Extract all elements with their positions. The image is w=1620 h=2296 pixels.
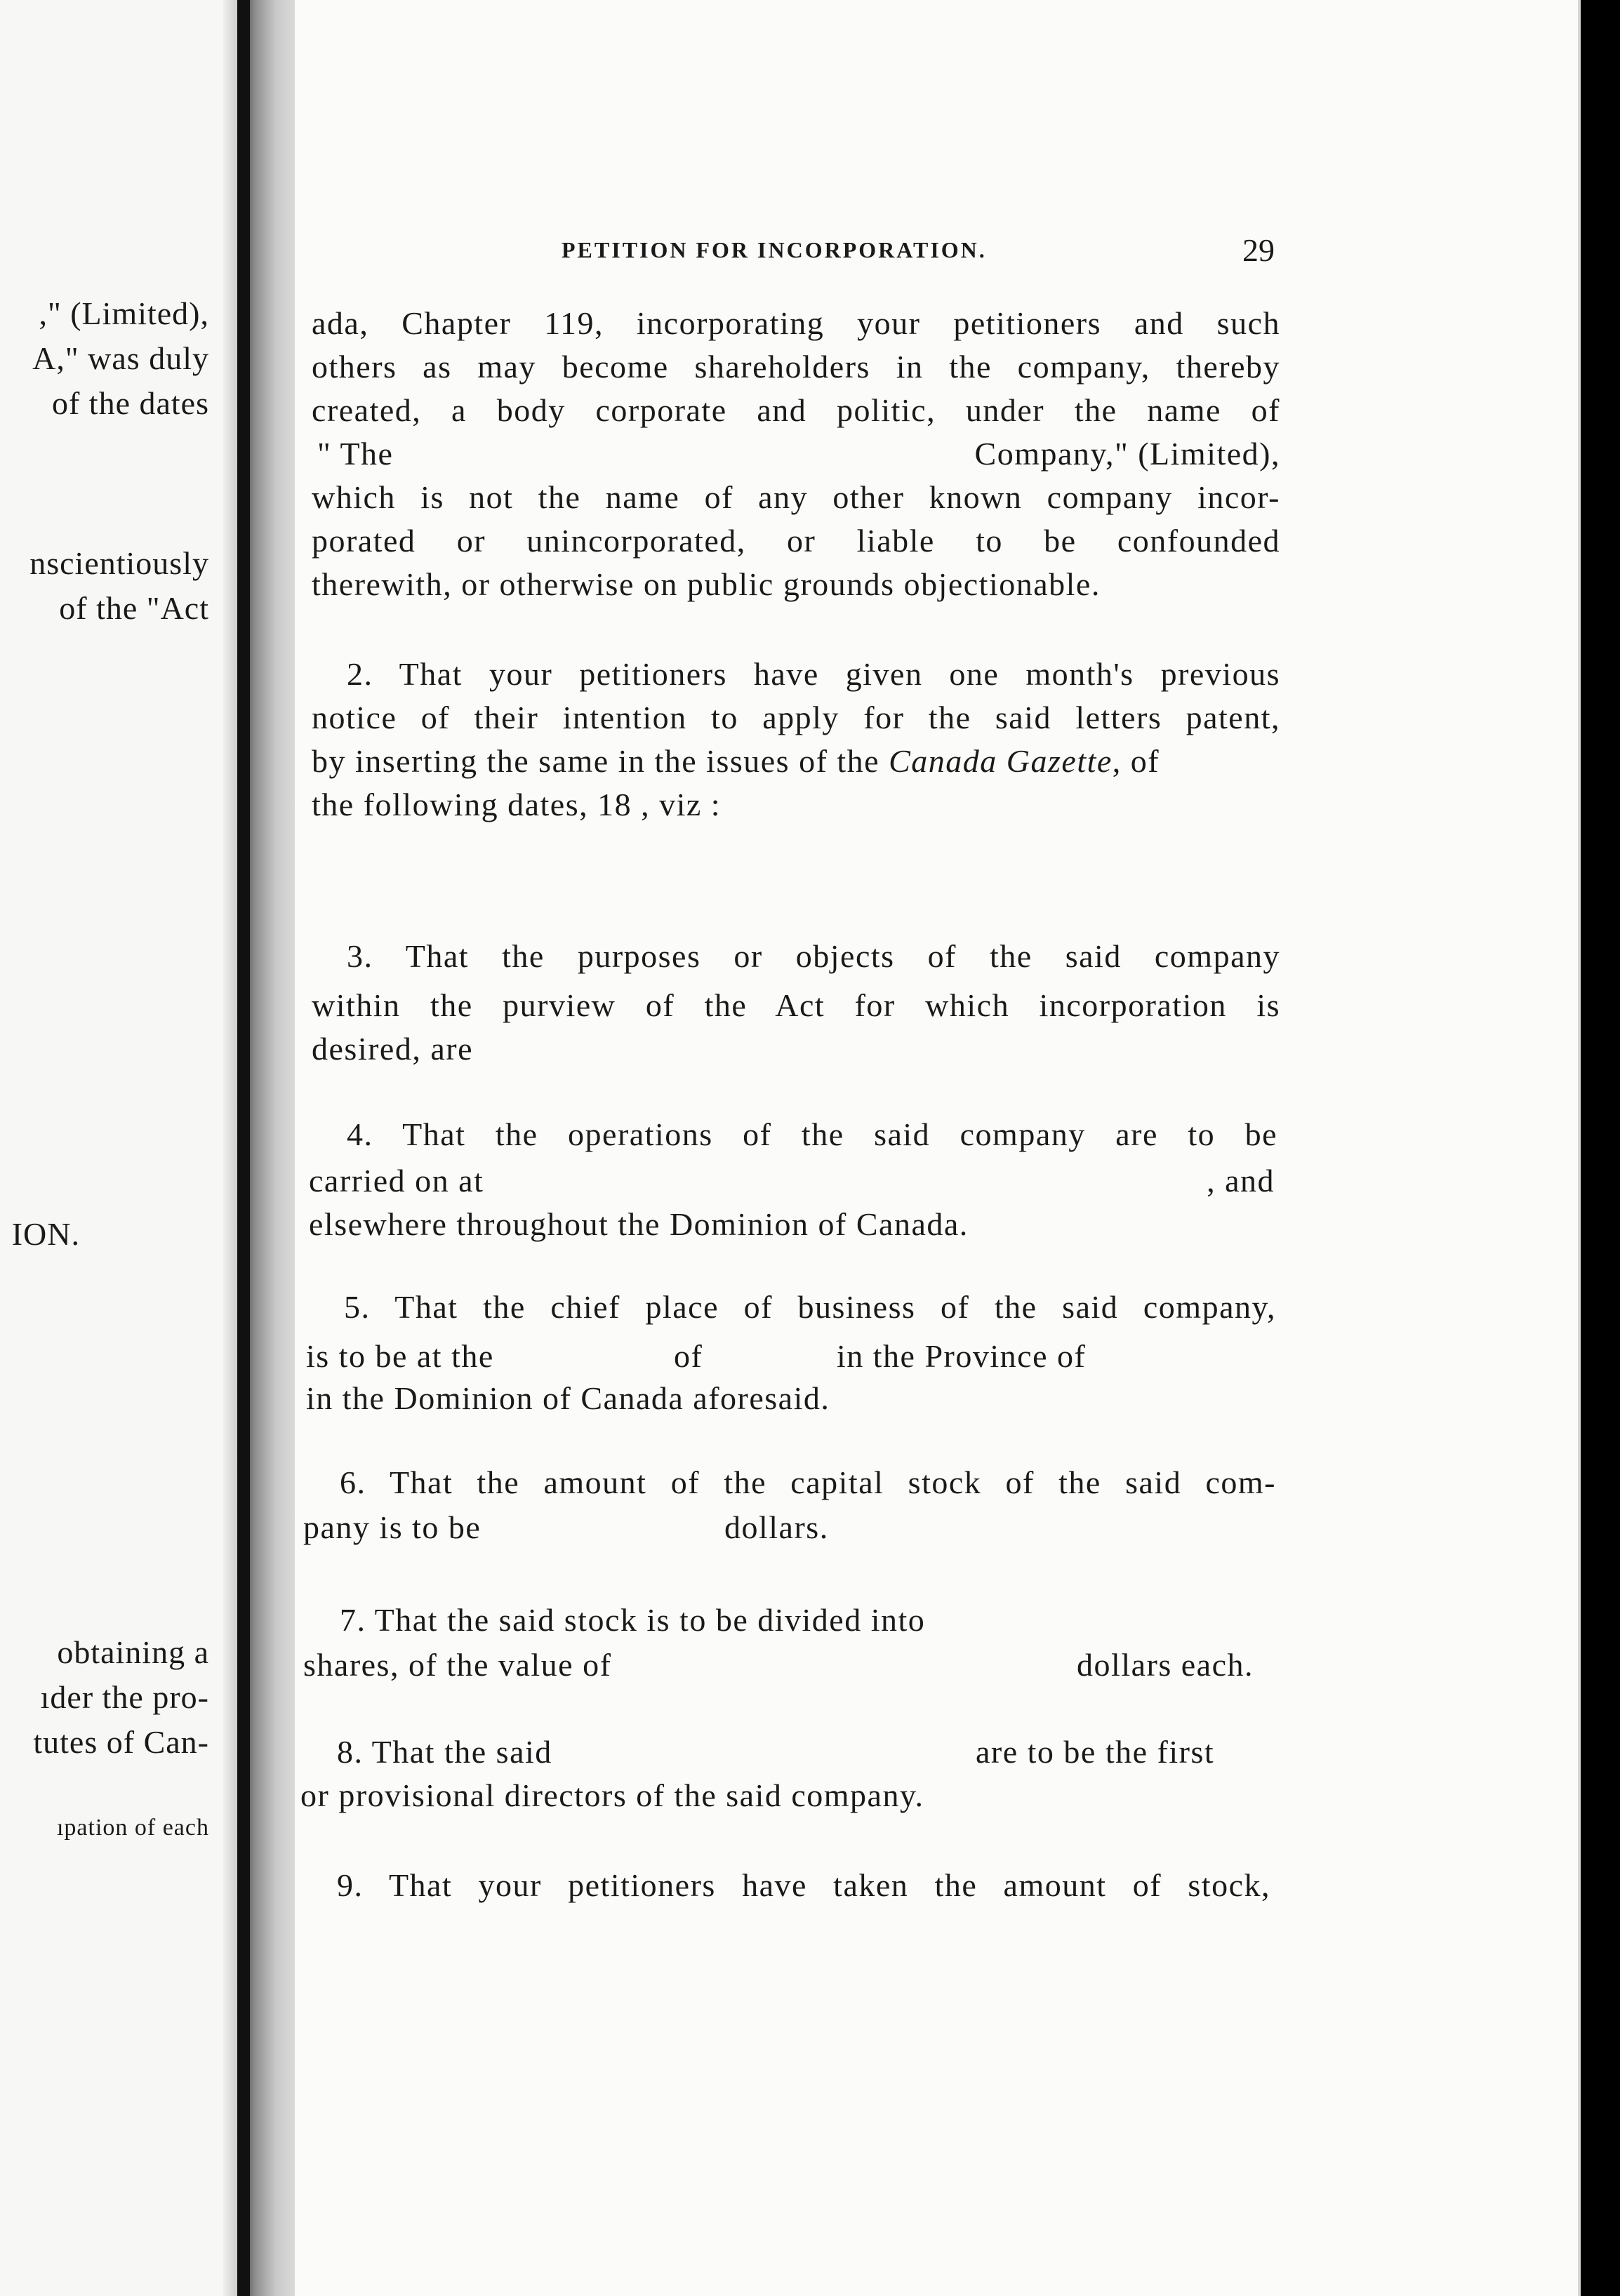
page-shadow	[223, 0, 237, 2296]
text-line: 9. That your petitioners have taken the amount of stock,	[337, 1867, 1270, 1903]
text-segment: dollars.	[724, 1509, 829, 1545]
text-segment: is to be at the	[306, 1338, 494, 1374]
left-page-line: ION.	[11, 1216, 80, 1252]
text-line: others as may become shareholders in the company, thereby	[312, 349, 1280, 385]
text-line: created, a body corporate and politic, under the name of	[312, 392, 1280, 428]
text-segment: carried on at	[309, 1163, 484, 1199]
text-segment: pany is to be	[303, 1509, 482, 1545]
text-line: 5. That the chief place of business of the said company,	[344, 1289, 1276, 1325]
text-line: notice of their intention to apply for the said letters patent,	[312, 700, 1280, 735]
page-number: 29	[1242, 232, 1275, 268]
text-segment: are to be the first	[976, 1734, 1215, 1770]
left-page-line: ıder the pro-	[40, 1679, 209, 1715]
text-segment: by inserting the same in the issues of the	[312, 743, 889, 779]
gutter-shadow	[237, 0, 250, 2296]
left-page-line: tutes of Can-	[33, 1724, 209, 1760]
text-line: the following dates, 18 , viz :	[312, 787, 722, 822]
text-segment: " The	[317, 436, 394, 472]
running-header: PETITION FOR INCORPORATION.	[562, 237, 987, 262]
text-line: desired, are	[312, 1031, 473, 1067]
text-segment: dollars each.	[1077, 1647, 1254, 1683]
left-page-line: obtaining a	[57, 1634, 209, 1670]
text-segment: , of	[1112, 743, 1160, 779]
left-page-line: ıpation of each	[56, 1815, 209, 1841]
text-line: 6. That the amount of the capital stock of the said com-	[340, 1464, 1276, 1500]
scan-border	[1581, 0, 1620, 2296]
text-line: porated or unincorporated, or liable to be confounded	[312, 523, 1280, 559]
text-segment: , and	[1207, 1163, 1275, 1199]
text-line: which is not the name of any other known company incor-	[312, 479, 1280, 515]
italic-title: Canada Gazette	[889, 743, 1113, 779]
left-facing-page	[0, 0, 237, 2296]
text-segment: 8. That the said	[337, 1734, 552, 1770]
text-line: 2. That your petitioners have given one month's previous	[347, 656, 1280, 692]
text-segment: of	[674, 1338, 703, 1374]
text-line: elsewhere throughout the Dominion of Canada.	[309, 1206, 969, 1242]
text-line: 7. That the said stock is to be divided into	[340, 1602, 926, 1638]
text-line: ada, Chapter 119, incorporating your petitioners and such	[312, 305, 1280, 341]
text-segment: shares, of the value of	[303, 1647, 612, 1683]
text-line: therewith, or otherwise on public grounds objectionable.	[312, 566, 1101, 602]
text-line: in the Dominion of Canada aforesaid.	[306, 1380, 830, 1416]
text-line: or provisional directors of the said company.	[300, 1777, 924, 1813]
left-page-line: nscientiously	[29, 545, 209, 581]
left-page-line: of the dates	[51, 385, 209, 421]
text-segment: Company," (Limited),	[974, 436, 1280, 472]
left-page-line: of the "Act	[59, 590, 209, 626]
text-segment: in the Province of	[837, 1338, 1087, 1374]
text-line: 3. That the purposes or objects of the said company	[347, 938, 1280, 974]
left-page-line: A," was duly	[32, 340, 209, 376]
text-line	[312, 742, 1280, 780]
text-line: 4. That the operations of the said company are to be	[347, 1116, 1277, 1152]
left-page-line: ," (Limited),	[39, 295, 209, 331]
text-line: within the purview of the Act for which incorporation is	[312, 987, 1280, 1023]
